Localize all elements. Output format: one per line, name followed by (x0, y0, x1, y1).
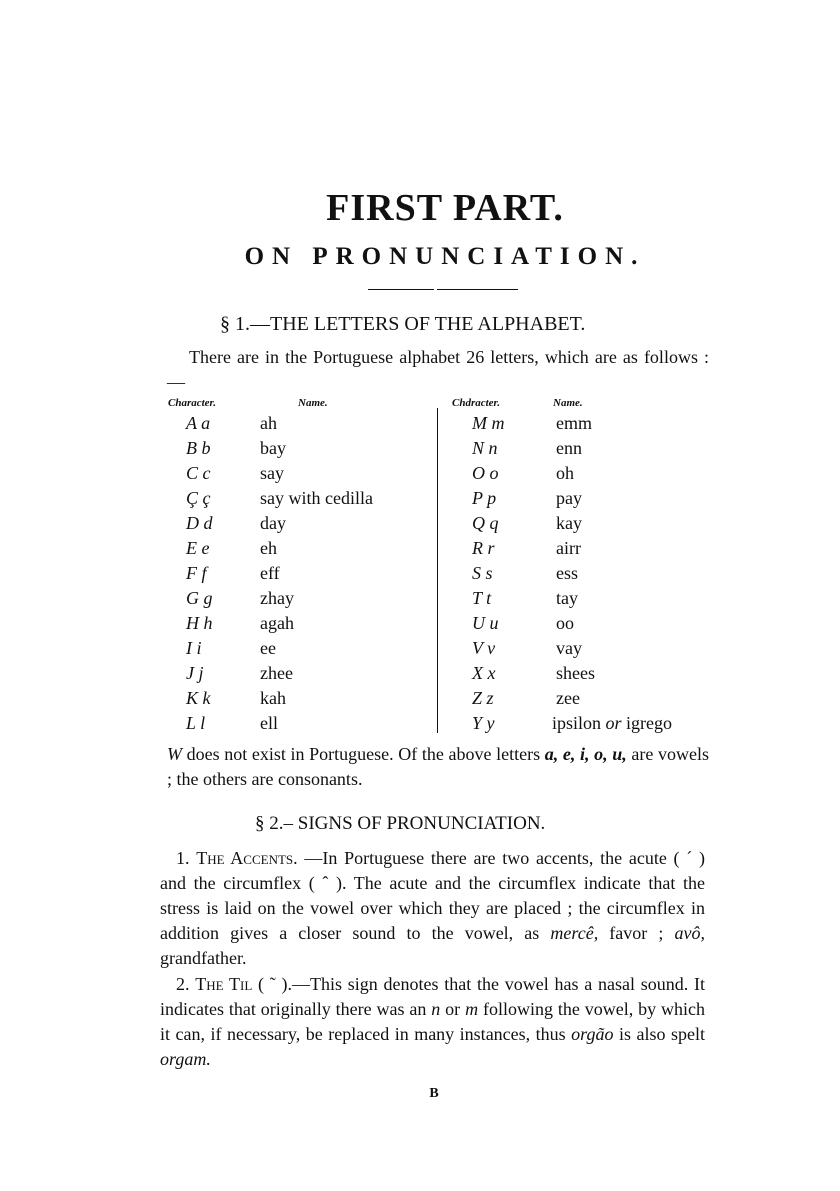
section2-heading: § 2.– SIGNS OF PRONUNCIATION. (255, 813, 546, 834)
letter-name: airr (556, 538, 581, 558)
letter-character: O o (472, 463, 499, 483)
letter-character: G g (186, 588, 213, 608)
letter-character: U u (472, 613, 499, 633)
letter-name: pay (556, 488, 582, 508)
letter-name: vay (556, 638, 582, 658)
letter-character: Q q (472, 513, 499, 533)
letter-character: Ç ç (186, 488, 211, 508)
title-rule-right (437, 289, 518, 290)
letter-name: ah (260, 413, 277, 433)
letter-character: F f (186, 563, 207, 583)
letter-character: K k (186, 688, 211, 708)
letter-name: day (260, 513, 286, 533)
letter-character: B b (186, 438, 211, 458)
section1-intro: There are in the Portuguese alphabet 26 letters, which are as follows : — (167, 347, 709, 392)
letter-name: zee (556, 688, 580, 708)
letter-name: ess (556, 563, 578, 583)
table-divider (437, 408, 438, 733)
col-header-character-right: Chdracter. (452, 397, 500, 409)
letter-name: ee (260, 638, 276, 658)
letter-character: S s (472, 563, 493, 583)
letter-name: oo (556, 613, 574, 633)
letter-character: V v (472, 638, 496, 658)
section2-paragraph-1: 1. The Accents. —In Portuguese there are two accents, the acute ( ´ ) and the circumflex ( ˆ ). The acute and the circumflex indicate that the stress is laid on the vowel over which they are placed ; the circumflex in addition gives a closer sound to the vowel, as mercê, favor ; avô, grandfather. (160, 848, 705, 968)
letter-name: say (260, 463, 284, 483)
col-header-name: Name. (298, 397, 328, 409)
section1-heading: § 1.—THE LETTERS OF THE ALPHABET. (220, 313, 586, 335)
letter-character: C c (186, 463, 211, 483)
signature-mark: B (429, 1086, 439, 1101)
letter-name: bay (260, 438, 286, 458)
letter-name: kay (556, 513, 582, 533)
col-header-name-right: Name. (553, 397, 583, 409)
letter-character: P p (472, 488, 497, 508)
letter-name: ipsilon or igrego (552, 713, 673, 733)
page-title: FIRST PART. (326, 187, 564, 229)
letter-character: Y y (472, 713, 495, 733)
letter-name: zhay (260, 588, 294, 608)
letter-character: E e (186, 538, 210, 558)
page-subtitle: ON PRONUNCIATION. (244, 243, 646, 270)
letter-character: A a (186, 413, 211, 433)
letter-name: kah (260, 688, 286, 708)
letter-character: N n (472, 438, 498, 458)
letter-name: emm (556, 413, 592, 433)
letter-character: I i (186, 638, 202, 658)
letter-name: ell (260, 713, 278, 733)
letter-name: shees (556, 663, 595, 683)
section1-note: W does not exist in Portuguese. Of the above letters a, e, i, o, u, are vowels ; the others are consonants. (167, 744, 709, 789)
letter-character: D d (186, 513, 213, 533)
letter-character: T t (472, 588, 492, 608)
letter-name: eh (260, 538, 277, 558)
col-header-character: Character. (168, 397, 216, 409)
letter-name: oh (556, 463, 574, 483)
letter-character: M m (472, 413, 505, 433)
letter-character: J j (186, 663, 204, 683)
letter-name: eff (260, 563, 280, 583)
letter-character: H h (186, 613, 213, 633)
letter-name: tay (556, 588, 578, 608)
letter-character: Z z (472, 688, 494, 708)
letter-name: enn (556, 438, 582, 458)
letter-name: agah (260, 613, 294, 633)
letter-name: zhee (260, 663, 293, 683)
title-rule-left (368, 289, 434, 290)
section2-paragraph-2: 2. The Til ( ˜ ).—This sign denotes that the vowel has a nasal sound. It indicates that originally there was an n or m following the vowel, by which it can, if necessary, be replaced in many instances, thus orgão is also spelt orgam. (160, 974, 706, 1069)
letter-character: X x (472, 663, 496, 683)
letter-name: say with cedilla (260, 488, 373, 508)
letter-character: L l (186, 713, 206, 733)
letter-character: R r (472, 538, 495, 558)
